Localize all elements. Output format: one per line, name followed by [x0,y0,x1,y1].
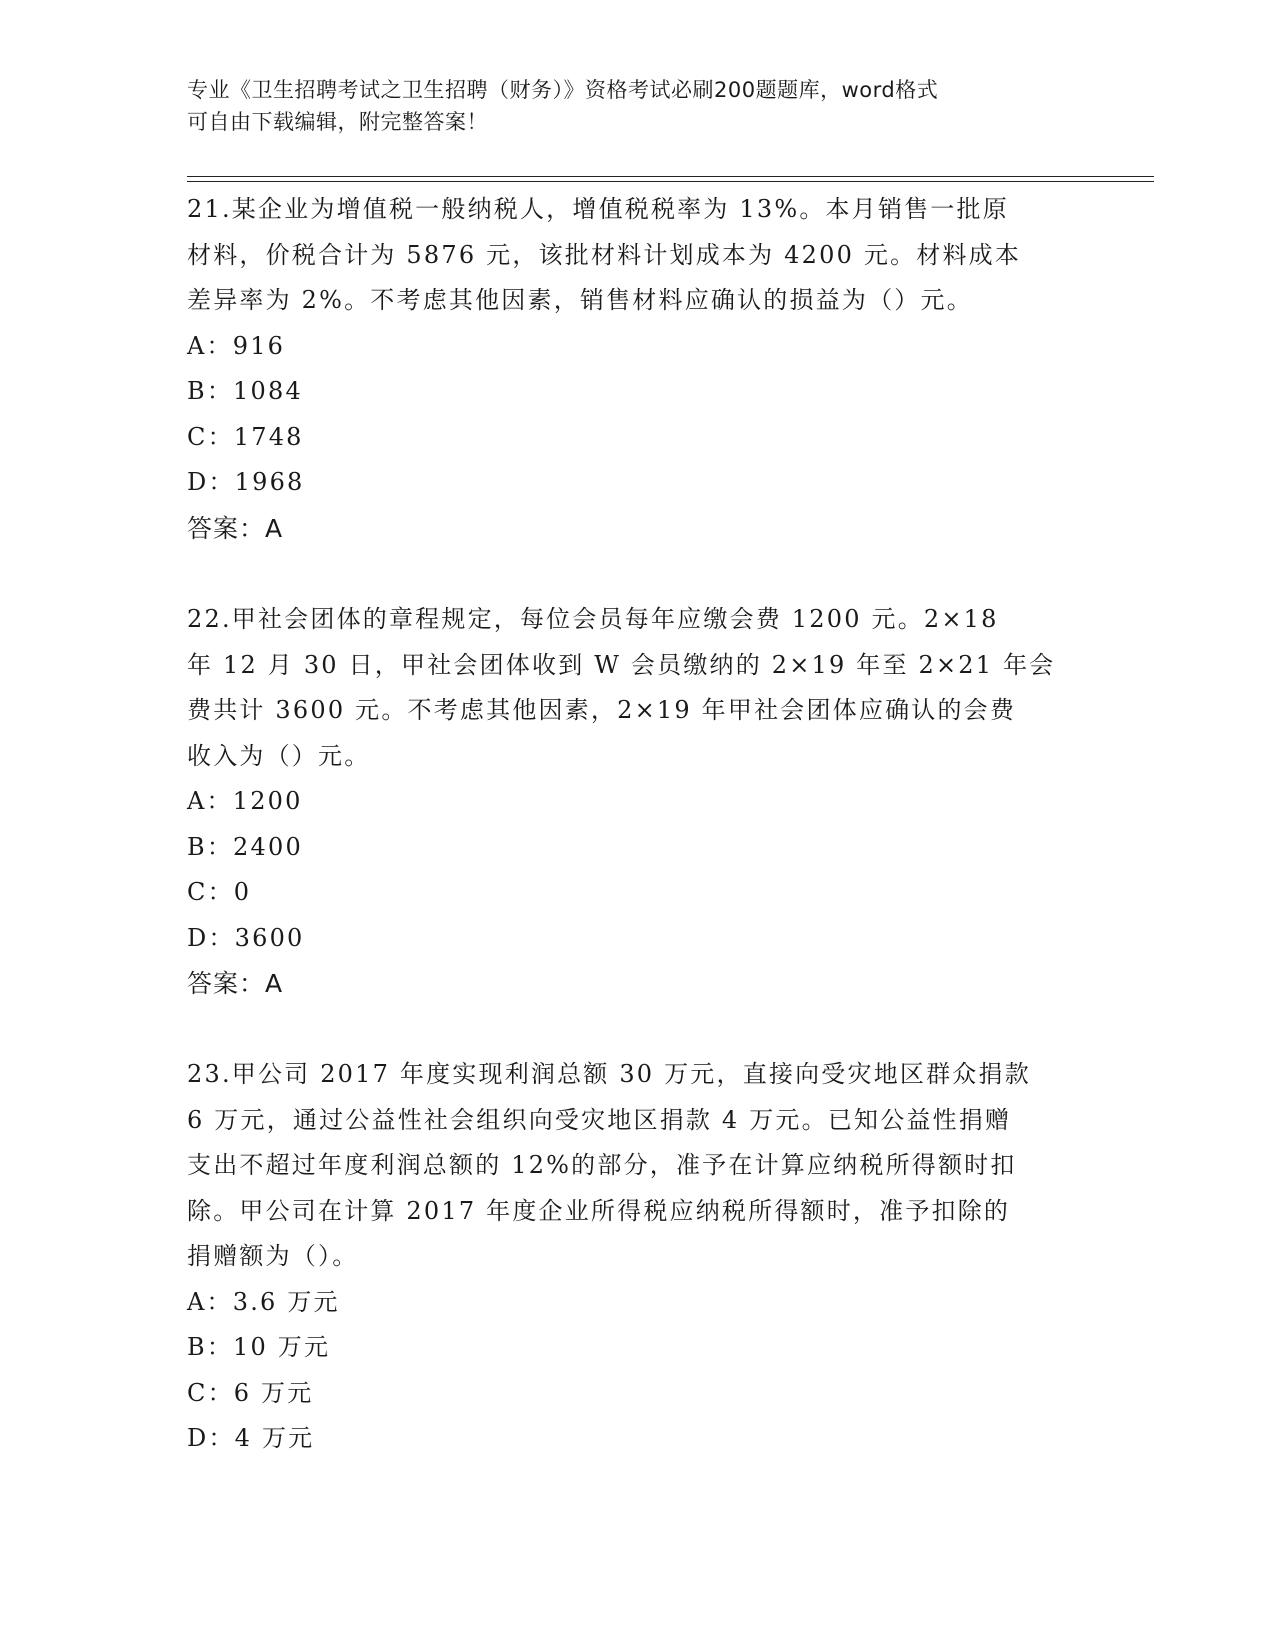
question-22 [187,597,1087,1007]
option-c: C：6 万元 [187,1378,314,1407]
answer: 答案：A [187,969,284,998]
option-c: C：1748 [187,422,304,451]
question-line: 年 12 月 30 日，甲社会团体收到 W 会员缴纳的 2×19 年至 2×21 年会 [187,650,1056,679]
option-b: B：10 万元 [187,1333,331,1361]
question-text [187,597,1087,779]
question-text [187,187,1087,324]
question-line: 捐赠额为（）。 [187,1242,359,1270]
option-b: B：2400 [187,832,303,861]
question-line: 22.甲社会团体的章程规定，每位会员每年应缴会费 1200 元。2×18 [187,605,999,633]
header-divider-top [187,176,1154,177]
option-d: D：3600 [187,923,305,952]
question-23 [187,1052,1087,1462]
question-text [187,1052,1087,1280]
question-line: 6 万元，通过公益性社会组织向受灾地区捐款 4 万元。已知公益性捐赠 [187,1105,1012,1134]
question-line: 费共计 3600 元。不考虑其他因素，2×19 年甲社会团体应确认的会费 [187,696,1017,724]
option-d: D：4 万元 [187,1424,315,1452]
question-21 [187,187,1087,551]
header-line-1: 专业《卫生招聘考试之卫生招聘（财务）》资格考试必刷200题题库，word格式 [187,78,939,102]
question-line: 21.某企业为增值税一般纳税人，增值税税率为 13%。本月销售一批原 [187,195,1009,223]
header-divider-bottom [187,181,1154,182]
question-line: 材料，价税合计为 5876 元，该批材料计划成本为 4200 元。材料成本 [187,240,1022,269]
question-line: 支出不超过年度利润总额的 12%的部分，准予在计算应纳税所得额时扣 [187,1151,1017,1179]
document-header [187,74,1067,138]
option-a: A：1200 [187,787,303,815]
question-line: 23.甲公司 2017 年度实现利润总额 30 万元，直接向受灾地区群众捐款 [187,1060,1031,1088]
option-b: B：1084 [187,377,303,405]
question-line: 除。甲公司在计算 2017 年度企业所得税应纳税所得额时，准予扣除的 [187,1196,1011,1225]
option-c: C：0 [187,878,252,906]
header-line-2: 可自由下载编辑，附完整答案！ [187,110,488,134]
answer: 答案：A [187,513,284,543]
option-a: A：916 [187,331,286,360]
question-line: 差异率为 2%。不考虑其他因素，销售材料应确认的损益为（）元。 [187,286,973,314]
question-line: 收入为（）元。 [187,741,371,770]
option-d: D：1968 [187,468,305,496]
option-a: A：3.6 万元 [187,1287,340,1316]
